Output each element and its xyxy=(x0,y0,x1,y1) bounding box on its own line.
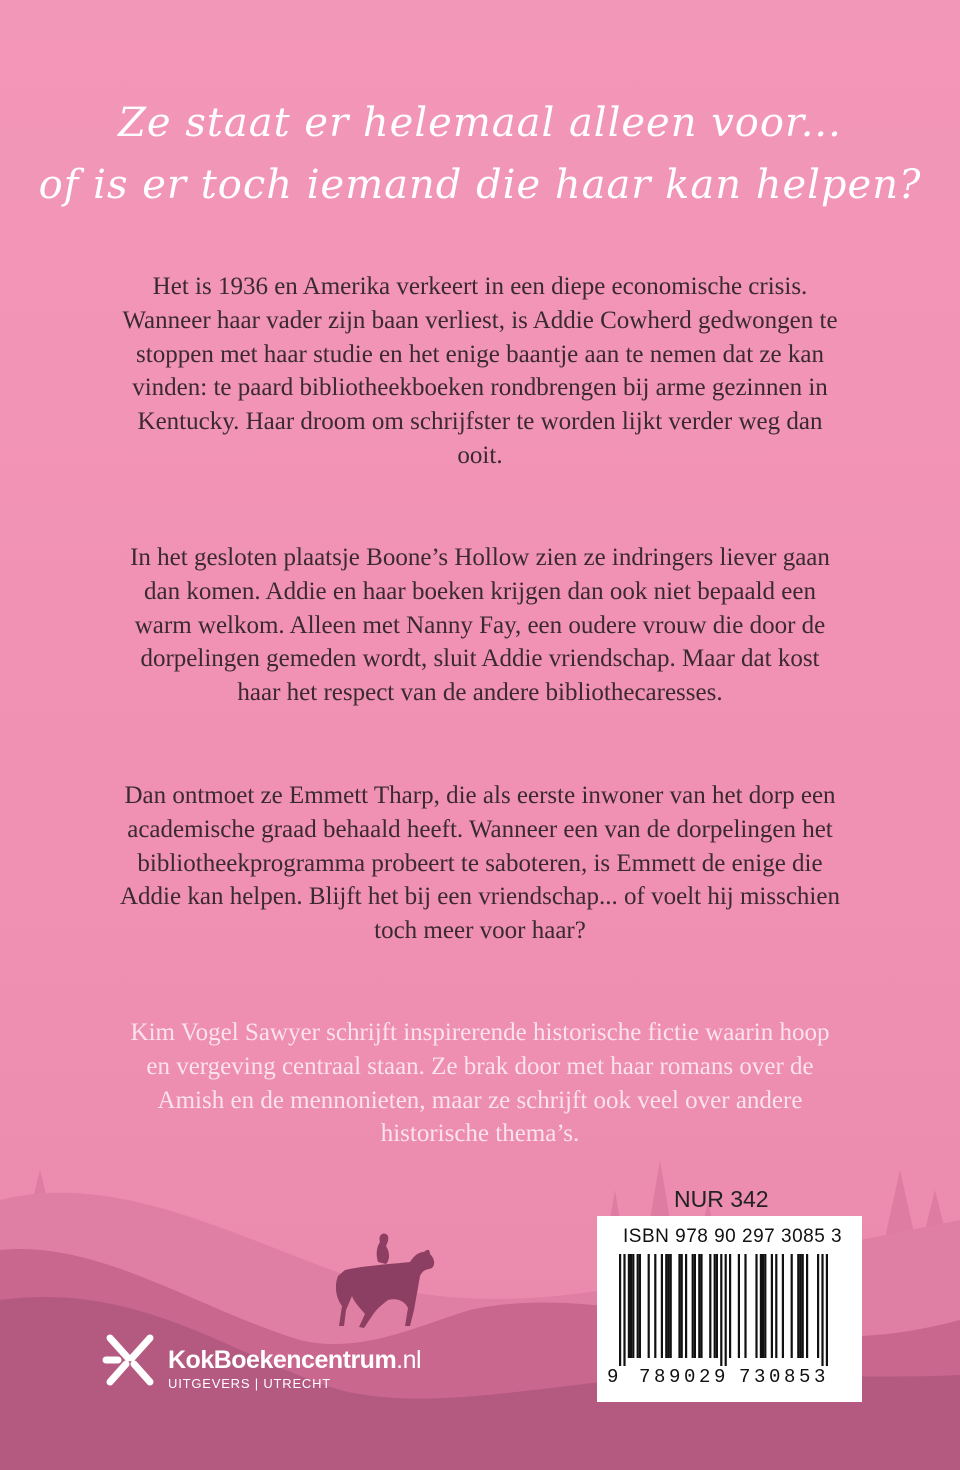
barcode-bar xyxy=(630,1254,632,1358)
barcode-bar xyxy=(714,1254,716,1358)
publisher-subtitle: UITGEVERS | UTRECHT xyxy=(168,1376,332,1391)
barcode-bar xyxy=(771,1254,773,1358)
barcode-bar xyxy=(639,1254,641,1358)
author-bio: Kim Vogel Sawyer schrijft inspirerende historische fictie waarin hoop en vergeving centraal staan. Ze brak door met haar romans over de Amish en de mennonieten, maar ze schrijft ook veel over andere historische thema’s. xyxy=(130,1019,830,1148)
barcode-bar xyxy=(826,1254,828,1366)
isbn-barcode xyxy=(597,1216,862,1402)
barcode-bar xyxy=(782,1254,784,1358)
barcode-bar xyxy=(698,1254,700,1358)
barcode-bar xyxy=(700,1254,702,1358)
barcode-bar xyxy=(738,1254,740,1358)
barcode-bar xyxy=(681,1254,683,1358)
ean-right-group: 730853 xyxy=(739,1366,830,1388)
barcode-bar xyxy=(623,1254,625,1366)
nur-code: NUR 342 xyxy=(674,1186,769,1212)
publisher-logo-icon xyxy=(100,1330,160,1390)
barcode-bar xyxy=(791,1254,793,1358)
barcode-bar xyxy=(762,1254,764,1358)
barcode-bar xyxy=(744,1254,746,1358)
blurb-paragraph-3: Dan ontmoet ze Emmett Tharp, die als eerste inwoner van het dorp een academische graad behaald heeft. Wanneer een van de dorpelingen het bibliotheekprogramma probeert te saboteren, is Emmett de enige die Addie kan helpen. Blijft het bij een vriendschap... of voelt hij misschien toch meer voor haar? xyxy=(120,782,840,945)
barcode-bar xyxy=(802,1254,804,1358)
isbn-label: ISBN 978 90 297 3085 3 xyxy=(623,1226,843,1247)
barcode-bar xyxy=(716,1254,718,1358)
barcode-bar xyxy=(725,1254,727,1366)
barcode-bar xyxy=(720,1254,722,1366)
barcode-bar xyxy=(678,1254,680,1358)
publisher-name xyxy=(168,1346,421,1375)
barcode-bar xyxy=(665,1254,667,1358)
barcode-bar xyxy=(661,1254,663,1358)
publisher-name-text: KokBoekencentrum xyxy=(168,1346,397,1374)
barcode-bar xyxy=(685,1254,687,1358)
barcode-bar xyxy=(755,1254,757,1358)
barcode-bar xyxy=(775,1254,777,1358)
barcode-bar xyxy=(648,1254,650,1358)
barcode-bars xyxy=(619,1254,839,1366)
ean-left-group: 789029 xyxy=(639,1366,730,1388)
barcode-bar xyxy=(729,1254,731,1358)
blurb-paragraph-1: Het is 1936 en Amerika verkeert in een diepe economische crisis. Wanneer haar vader zijn baan verliest, is Addie Cowherd gedwongen te stoppen met haar studie en het enige baantje aan te nemen dat ze kan vinden: te paard bibliotheekboeken rondbrengen bij arme gezinnen in Kentucky. Haar droom om schrijfster te worden lijkt verder weg dan ooit. xyxy=(122,273,838,469)
tagline-line-1: Ze staat er helemaal alleen voor... xyxy=(118,100,842,146)
barcode-bar xyxy=(654,1254,656,1358)
barcode-bar xyxy=(637,1254,639,1358)
barcode-bar xyxy=(797,1254,799,1358)
blurb-paragraph-2: In het gesloten plaatsje Boone’s Hollow zien ze indringers liever gaan dan komen. Addie en haar boeken krijgen dan ook niet bepaald een warm welkom. Alleen met Nanny Fay, een oudere vrouw die door de dorpelingen gemeden wordt, sluit Addie vriendschap. Maar dat kost haar het respect van de andere bibliothecaresses. xyxy=(130,544,830,707)
barcode-bar xyxy=(692,1254,694,1358)
barcode-bar xyxy=(709,1254,711,1358)
tagline-line-2: of is er toch iemand die haar kan helpen? xyxy=(38,162,922,208)
barcode-bar xyxy=(760,1254,762,1358)
ean-first-digit: 9 xyxy=(607,1366,619,1388)
publisher-tld: .nl xyxy=(396,1346,422,1374)
barcode-bar xyxy=(821,1254,823,1366)
barcode-bar xyxy=(628,1254,630,1358)
barcode-bar xyxy=(764,1254,766,1358)
barcode-bar xyxy=(817,1254,819,1358)
barcode-bar xyxy=(670,1254,672,1358)
barcode-bar xyxy=(667,1254,669,1358)
barcode-bar xyxy=(799,1254,801,1358)
barcode-bar xyxy=(806,1254,808,1358)
barcode-bar xyxy=(632,1254,634,1358)
barcode-bar xyxy=(619,1254,621,1366)
barcode-bar xyxy=(694,1254,696,1358)
